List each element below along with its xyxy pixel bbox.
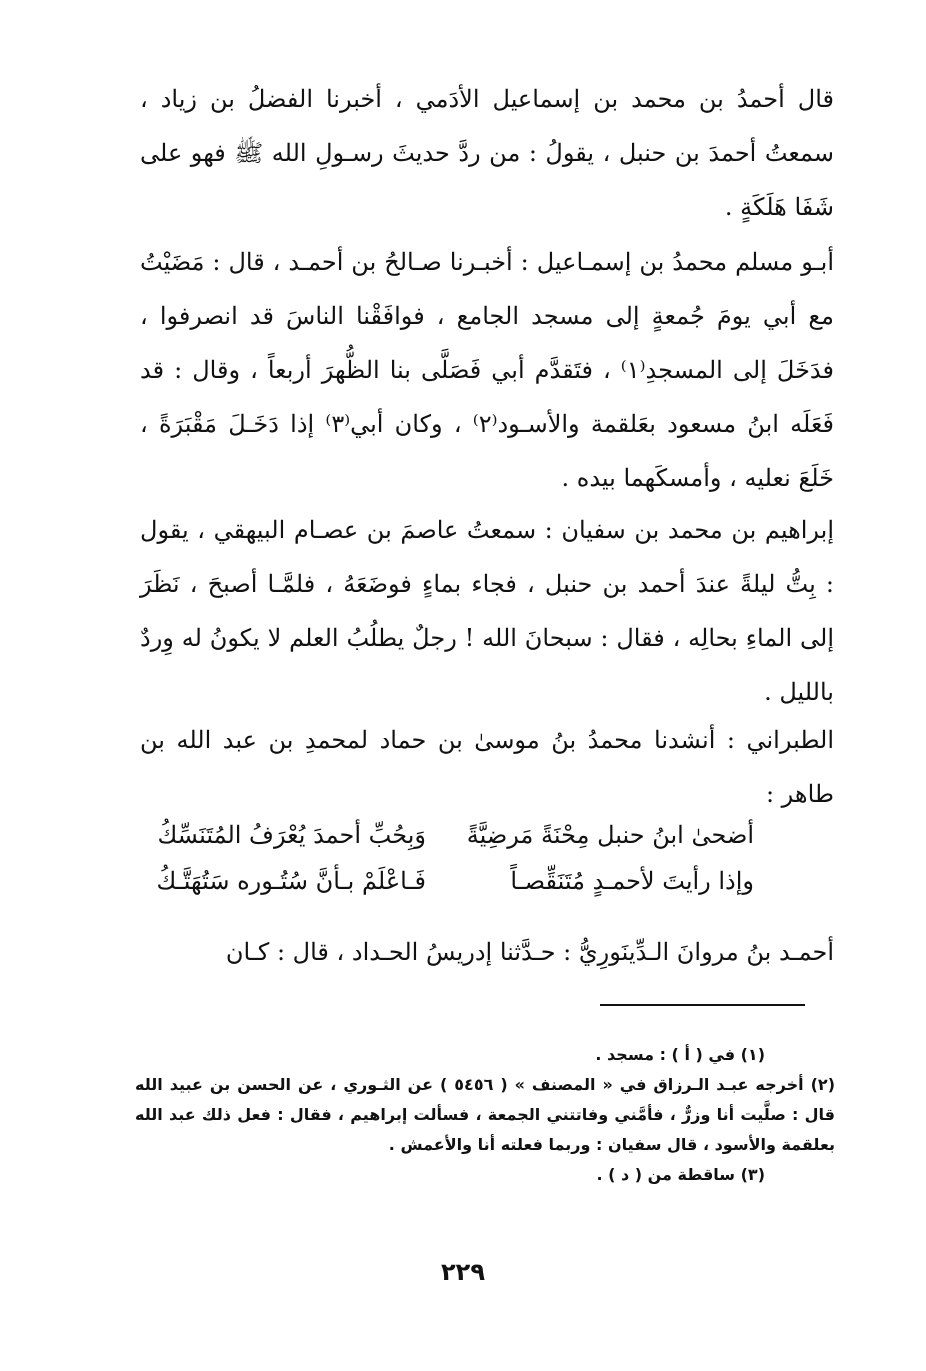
paragraph-4: الطبراني : أنشدنا محمدُ بنُ موسىٰ بن حماد لمحمدِ بن عبد الله بن طاهر : <box>140 726 834 808</box>
paragraph-5: أحمـد بنُ مروانَ الـدِّينَورِيُّ : حـدَّثنا إدريسُ الحـداد ، قال : كـان <box>225 938 834 966</box>
footnotes <box>135 1040 835 1190</box>
footnote-3: (٣) ساقطة من ( د ) . <box>596 1165 765 1184</box>
paragraph-3: إبراهيم بن محمد بن سفيان : سمعتُ عاصمَ بن عصـام البيهقي ، يقول : بِتُّ ليلةً عندَ أحمد بن حنبل ، فجاء بماءٍ فوضَعَهُ ، فلمَّـا أصبحَ ، نَظَرَ إلى الماءِ بحالِه ، فقال : سبحانَ الله ! رجلٌ يطلُبُ العلم لا يكونُ له وِردٌ بالليل . <box>140 516 834 706</box>
footnote-separator <box>600 1004 805 1006</box>
footnote-2: (٢) أخرجه عبـد الـرزاق في « المصنف » ( ٥٤٥٦ ) عن الثـوري ، عن الحسن بن عبيد الله قال : صلَّيت أنا وزرٌّ ، فأمَّني وفاتتني الجمعة ، فسألت إبراهيم ، فقال : فعل ذلك عبد الله بعلقمة والأسود ، قال سفيان : وربما فعلته أنا والأعمش . <box>135 1075 835 1154</box>
footnote-1: (١) في ( أ ) : مسجد . <box>595 1045 765 1064</box>
verse-1-second-hemistich: وَبِحُبِّ أحمدَ يُعْرَفُ المُتَنَسِّكُ <box>157 821 426 849</box>
page-number: ٢٢٩ <box>441 1258 485 1286</box>
paragraph-1: قال أحمدُ بن محمد بن إسماعيل الأدَمي ، أخبرنا الفضلُ بن زياد ، سمعتُ أحمدَ بن حنبل ، يقولُ : من ردَّ حديثَ رسـولِ الله ﷺ فهو على شَفَا هَلَكَةٍ . <box>140 85 834 221</box>
verse-2-first-hemistich: وإذا رأيتَ لأحمـدٍ مُتَنَقِّصـاً <box>510 867 754 895</box>
verse-2-second-hemistich: فَـاعْلَمْ بـأنَّ سُتُـوره سَتُهَتَّـكُ <box>156 867 426 895</box>
verse-1-first-hemistich: أضحىٰ ابنُ حنبل مِحْنَةً مَرضِيَّةً <box>466 821 754 849</box>
paragraph-2: أبـو مسلم محمدُ بن إسمـاعيل : أخبـرنا صـالحُ بن أحمـد ، قال : مَضَيْتُ مع أبي يومَ جُمعةٍ إلى مسجد الجامع ، فوافَقْنا الناسَ قد انصرفوا ، فدَخَلَ إلى المسجدِ⁽١⁾ ، فتَقدَّم أبي فَصَلَّى بنا الظُّهرَ أربعاً ، وقال : قد فَعَلَه ابنُ مسعود بعَلقمة والأسـود⁽٢⁾ ، وكان أبي⁽٣⁾ إذا دَخَـلَ مَقْبَرَةً ، خَلَعَ نعليه ، وأمسكَهما بيده . <box>140 248 834 492</box>
